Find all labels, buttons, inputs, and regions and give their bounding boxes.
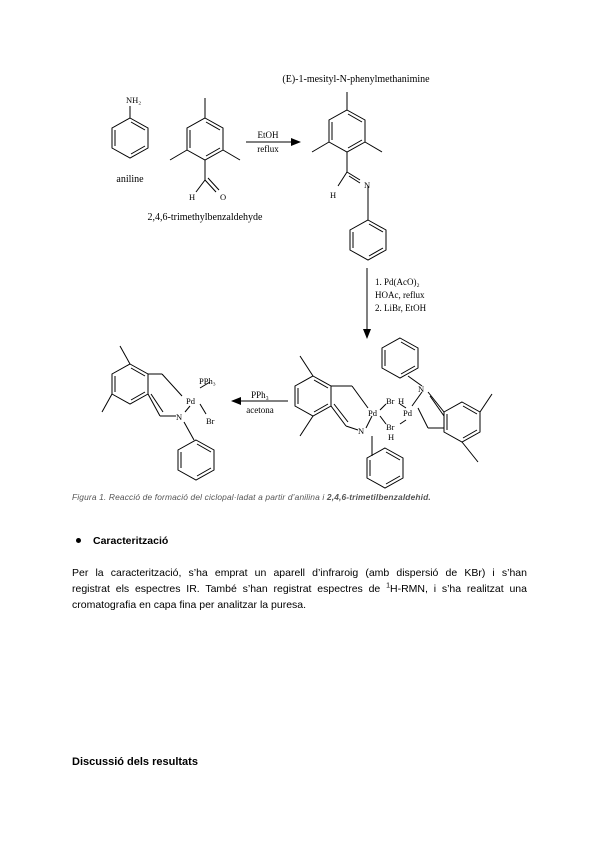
step1-condition: reflux	[257, 144, 279, 154]
product-title: (E)-1-mesityl-N-phenylmethanimine	[282, 74, 430, 85]
aniline-structure	[112, 106, 148, 158]
section-discussio-heading: Discussió dels resultats	[72, 756, 198, 768]
mono-n-label: N	[176, 412, 183, 422]
characterization-paragraph	[72, 565, 527, 613]
step3-solvent: acetona	[246, 405, 274, 415]
imine-structure	[312, 92, 386, 260]
caption-text: Figura 1. Reacció de formació del ciclopal·ladat a partir d’anilina i	[72, 492, 327, 502]
paragraph-line-2	[72, 581, 527, 597]
imine-h-label: H	[330, 190, 337, 200]
dimer-h1-label: H	[398, 396, 405, 406]
step2-line1: 1. Pd(AcO)₂	[375, 277, 420, 287]
step2-line2: HOAc, reflux	[375, 290, 425, 300]
step3-reagent: PPh₃	[251, 390, 269, 400]
caption-bold: 2,4,6-trimetilbenzaldehid.	[326, 492, 431, 502]
paragraph-line-3: cromatografia en capa fina per analitzar la puresa.	[72, 599, 307, 611]
step2-line3: 2. LiBr, EtOH	[375, 303, 427, 313]
mono-br-label: Br	[206, 416, 215, 426]
imine-n-label: N	[364, 180, 371, 190]
dimer-n2-label: N	[418, 384, 425, 394]
aniline-nh2-label: NH₂	[126, 95, 142, 105]
paragraph-line-2-sup: 1	[386, 582, 390, 590]
bullet-icon	[76, 538, 81, 543]
figure-caption	[72, 492, 532, 502]
monomer-structure	[102, 346, 214, 480]
dimer-n1-label: N	[358, 426, 365, 436]
aldehyde-name: 2,4,6-trimethylbenzaldehyde	[147, 212, 263, 223]
aldehyde-h-label: H	[189, 192, 196, 202]
paragraph-line-2a: registrat els espectres IR. També s’han registrat espectres de	[72, 583, 387, 595]
section1-heading-text: Caracterització	[93, 535, 169, 547]
dimer-pd1-label: Pd	[368, 408, 377, 418]
dimer-br2-label: Br	[386, 422, 395, 432]
aldehyde-o-label: O	[220, 192, 227, 202]
dimer-h2-label: H	[388, 432, 395, 442]
dimer-pd2-label: Pd	[403, 408, 412, 418]
aniline-name: aniline	[116, 174, 144, 185]
mono-pph3-label: PPh₃	[199, 376, 216, 386]
paragraph-line-2b: H-RMN, i s’ha realitzat una	[389, 583, 527, 595]
section-caracteritzacio-heading	[76, 535, 168, 547]
dimer-structure	[295, 338, 492, 488]
dimer-br1-label: Br	[386, 396, 395, 406]
step1-reagent: EtOH	[257, 130, 279, 140]
aldehyde-structure	[170, 98, 240, 192]
mono-pd-label: Pd	[186, 396, 195, 406]
paragraph-line-1: Per la caracterització, s’ha emprat un aparell d’infraroig (amb dispersió de KBr) i s’han	[72, 567, 527, 579]
